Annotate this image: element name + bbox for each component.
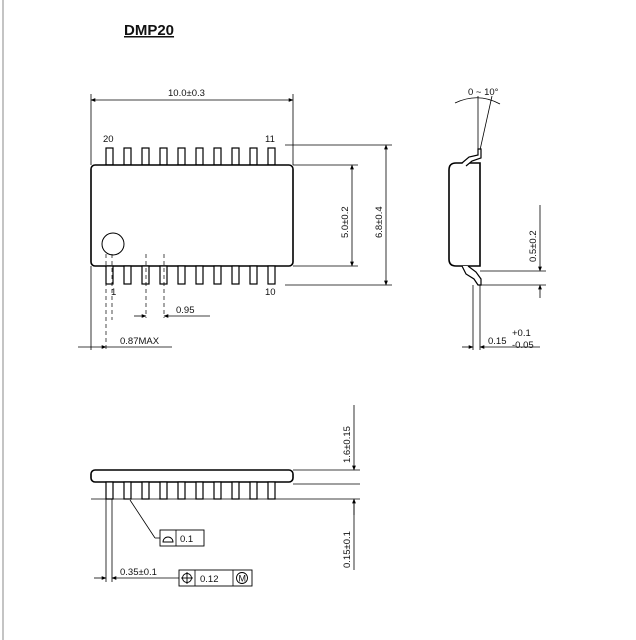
angle-label: 0 ~ 10° bbox=[468, 87, 499, 98]
height-label: 1.6±0.15 bbox=[342, 426, 353, 463]
front-pin bbox=[268, 482, 275, 499]
top-pin bbox=[196, 148, 203, 165]
lead-width-label: 0.35±0.1 bbox=[120, 567, 157, 578]
pin-label-11: 11 bbox=[265, 134, 275, 145]
side-lead-bottom bbox=[462, 266, 481, 285]
bottom-pin bbox=[196, 266, 203, 284]
pin-label-20: 20 bbox=[103, 134, 114, 145]
front-pin bbox=[178, 482, 185, 499]
standoff-label: 0.15±0.1 bbox=[342, 531, 353, 568]
top-pin bbox=[178, 148, 185, 165]
top-view bbox=[78, 88, 392, 350]
flatness-leader bbox=[130, 500, 155, 538]
lead-tol-minus: -0.05 bbox=[512, 340, 534, 351]
front-pin bbox=[196, 482, 203, 499]
front-pin bbox=[106, 482, 113, 499]
front-view bbox=[91, 405, 360, 586]
top-pin bbox=[142, 148, 149, 165]
top-pin bbox=[268, 148, 275, 165]
front-pin-row bbox=[106, 482, 275, 499]
front-pin bbox=[160, 482, 167, 499]
drawing-title: DMP20 bbox=[124, 22, 175, 39]
mmc-letter: M bbox=[238, 573, 246, 584]
front-pin bbox=[142, 482, 149, 499]
bottom-pin bbox=[214, 266, 221, 284]
angle-leader-slant bbox=[480, 96, 492, 150]
pin-label-10: 10 bbox=[265, 287, 276, 298]
lead-tol-plus: +0.1 bbox=[512, 328, 531, 339]
bottom-pin bbox=[178, 266, 185, 284]
front-pin bbox=[232, 482, 239, 499]
length-label: 10.0±0.3 bbox=[168, 88, 205, 99]
side-view bbox=[449, 87, 546, 351]
top-pin-row bbox=[106, 148, 275, 165]
flatness-value: 0.1 bbox=[180, 534, 194, 545]
bottom-pin bbox=[160, 266, 167, 284]
side-body bbox=[449, 163, 480, 266]
front-pin bbox=[250, 482, 257, 499]
bottom-pin-row bbox=[106, 266, 275, 284]
top-pin bbox=[124, 148, 131, 165]
bottom-pin bbox=[232, 266, 239, 284]
front-pin bbox=[124, 482, 131, 499]
angle-arc bbox=[455, 98, 500, 104]
position-value: 0.12 bbox=[200, 574, 219, 585]
pitch-label: 0.95 bbox=[176, 305, 195, 316]
body-width-label: 5.0±0.2 bbox=[340, 206, 351, 238]
bottom-pin bbox=[142, 266, 149, 284]
bottom-pin bbox=[124, 266, 131, 284]
top-pin bbox=[106, 148, 113, 165]
foot-length-label: 0.5±0.2 bbox=[528, 230, 539, 262]
top-pin bbox=[160, 148, 167, 165]
front-body bbox=[91, 470, 293, 482]
top-pin bbox=[250, 148, 257, 165]
max-offset-label: 0.87MAX bbox=[120, 336, 160, 347]
bottom-pin bbox=[250, 266, 257, 284]
top-pin bbox=[232, 148, 239, 165]
total-width-label: 6.8±0.4 bbox=[374, 206, 385, 238]
bottom-pin bbox=[268, 266, 275, 284]
lead-thickness-label: 0.15 bbox=[488, 336, 507, 347]
pin-label-1: 1 bbox=[111, 287, 117, 298]
pin1-marker bbox=[102, 233, 124, 255]
front-pin bbox=[214, 482, 221, 499]
top-pin bbox=[214, 148, 221, 165]
